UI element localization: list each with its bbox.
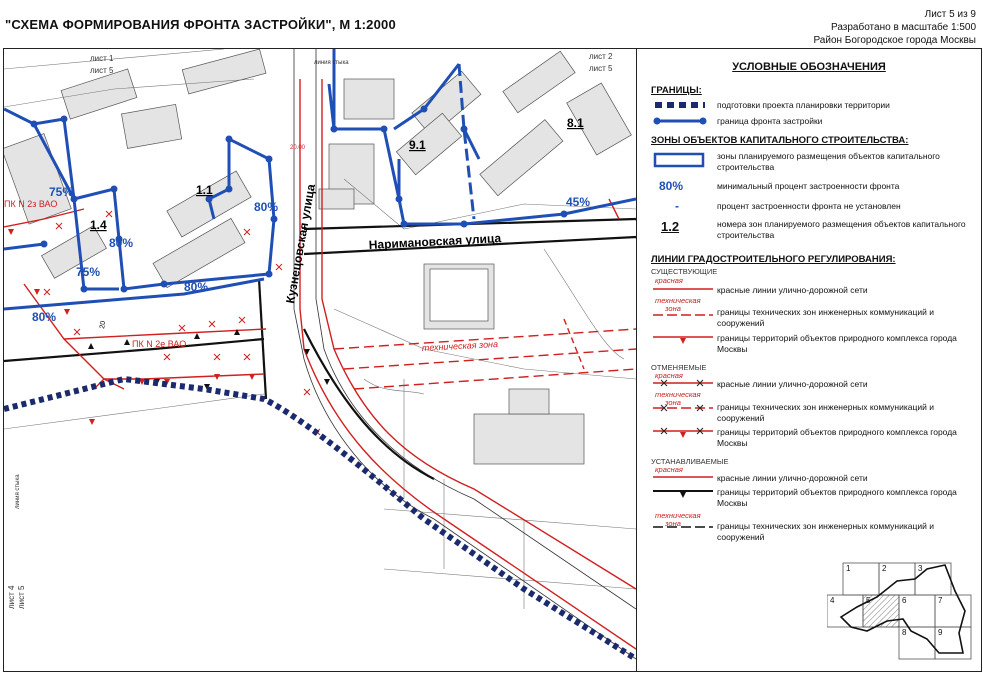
- pct-80-c: 80%: [32, 310, 57, 324]
- legend-existing-nature: границы территорий объектов природного комплекса города Москвы: [651, 333, 971, 359]
- legend-cancelled-red: красные линии улично-дорожной сети: [651, 379, 971, 405]
- pk-2z: ПК N 2з ВАО: [4, 199, 58, 209]
- legend-zones-head: ЗОНЫ ОБЪЕКТОВ КАПИТАЛЬНОГО СТРОИТЕЛЬСТВА:: [651, 135, 909, 146]
- pct-80-a: 80%: [109, 236, 134, 250]
- scale-note: Разработано в масштабе 1:500: [830, 22, 976, 33]
- legend-established-tech: границы технических зон инженерных коммуникаций и сооружений: [717, 521, 934, 542]
- legend-panel: УСЛОВНЫЕ ОБОЗНАЧЕНИЯ ГРАНИЦЫ: подготовки проекта планировки территории граница фронта застройки ЗОНЫ ОБЪЕКТОВ КАПИТАЛЬНОГО СТРОИТЕЛЬСТВА: зоны планируемого размещения объектов капитального строительства 80% минимальный процент застроенности фронта - процент застроенности фронта не установлен 1.2 номера зон планируемого размещения объектов капитального строительства ЛИНИИ ГРАДОСТРОИТЕЛЬНОГО РЕГУЛИРОВАНИЯ: СУЩЕСТВУЮЩИЕ красная красные линии улично-дорожной сети техническая зона границы технических зон инженерных коммуникаций и сооружений границы территорий объектов природного комплекса города Москвы ОТМЕНЯЕМЫЕ красная красные линии улично-дорожной сети техническая зона границы технических зон инженерных коммуникаций и сооружений границы территорий объектов природного комплекса города Москвы УСТАНАВЛИВАЕМЫЕ красная красные линии улично-дорожной сети границы территорий объектов природного комплекса города Москвы техническая зона границы технических зон инженерных коммуникаций и сооружений 1 2 3 4 5 6 7 8 9: [636, 48, 982, 672]
- dash-symbol: -: [675, 199, 679, 213]
- legend-existing-tech: границы технических зон инженерных коммуникаций и сооружений: [717, 307, 934, 328]
- black-triangles: [88, 329, 330, 390]
- inset-9: 9: [938, 628, 943, 637]
- ref-list4: лист 4: [7, 585, 16, 609]
- sticker-top: линия стыка: [314, 60, 349, 66]
- legend-cancelled-tech: границы технических зон инженерных коммуникаций и сооружений: [651, 402, 971, 428]
- legend-cancelled-nature: границы территорий объектов природного комплекса города Москвы: [651, 427, 971, 453]
- legend-established-nature: границы территорий объектов природного комплекса города Москвы: [651, 487, 971, 513]
- page-title: "СХЕМА ФОРМИРОВАНИЯ ФРОНТА ЗАСТРОЙКИ", М 1:2000: [5, 17, 396, 32]
- sheet-number: Лист 5 из 9: [924, 9, 976, 20]
- sticker-left: линия стыка: [15, 474, 21, 509]
- pct-75-a: 75%: [49, 185, 74, 199]
- ref-list5-c: лист 5: [17, 585, 26, 609]
- zone-1-4: 1.4: [90, 218, 107, 232]
- buildings: [4, 49, 631, 464]
- map-panel[interactable]: [3, 48, 637, 672]
- legend-established-red: красные линии улично-дорожной сети: [717, 473, 868, 483]
- legend-pct-not-set: - процент застроенности фронта не установлен: [651, 199, 971, 225]
- sheet-refs: [7, 52, 613, 609]
- ref-list2: лист 2: [589, 52, 613, 61]
- established-head: УСТАНАВЛИВАЕМЫЕ: [651, 457, 729, 466]
- legend-lines-head: ЛИНИИ ГРАДОСТРОИТЕЛЬНОГО РЕГУЛИРОВАНИЯ:: [651, 254, 896, 265]
- pct-75-b: 75%: [76, 265, 101, 279]
- street-narimanovskaya: Наримановская улица: [368, 231, 502, 252]
- legend-front-border: граница фронта застройки: [651, 115, 971, 141]
- legend-borders-head: ГРАНИЦЫ:: [651, 85, 702, 96]
- inset-2: 2: [882, 564, 887, 573]
- legend-project-border: подготовки проекта планировки территории: [651, 99, 971, 125]
- ref-list5-b: лист 5: [589, 64, 613, 73]
- sheet-info: [813, 8, 976, 47]
- inset-1: 1: [846, 564, 851, 573]
- pct-80-d: 80%: [254, 200, 279, 214]
- existing-head: СУЩЕСТВУЮЩИЕ: [651, 267, 718, 276]
- pct-45: 45%: [566, 195, 591, 209]
- map-canvas[interactable]: [4, 49, 636, 671]
- zone-8-1: 8.1: [567, 116, 584, 130]
- red-lines: [4, 79, 636, 649]
- cancelled-head: ОТМЕНЯЕМЫЕ: [651, 363, 707, 372]
- road-mark-a: 20.00: [290, 145, 306, 151]
- tech-zone-label: техническая зона: [421, 339, 499, 353]
- planned-zone-icon: [651, 151, 715, 177]
- inset-key-map[interactable]: [827, 561, 973, 661]
- courtyard: [430, 269, 488, 321]
- zone-1-1: 1.1: [196, 183, 213, 197]
- ref-list1: лист 1: [90, 54, 114, 63]
- legend-min-percent: 80% минимальный процент застроенности фронта: [651, 179, 971, 205]
- road-mark-b: 20: [99, 320, 108, 330]
- inset-4: 4: [830, 596, 835, 605]
- legend-title: УСЛОВНЫЕ ОБОЗНАЧЕНИЯ: [732, 61, 886, 73]
- district-name: Район Богородское города Москвы: [813, 35, 976, 46]
- ref-list5-a: лист 5: [90, 66, 114, 75]
- header: [0, 0, 983, 50]
- inset-8: 8: [902, 628, 907, 637]
- zone-9-1: 9.1: [409, 138, 426, 152]
- inset-7: 7: [938, 596, 943, 605]
- pct-80-b: 80%: [184, 280, 209, 294]
- pk-2e: ПК N 2е ВАО: [132, 339, 187, 349]
- num-symbol: 1.2: [661, 219, 680, 234]
- legend-zone-number: 1.2 номера зон планируемого размещения объектов капитального строительства: [651, 219, 971, 245]
- pct-symbol: 80%: [659, 179, 684, 193]
- inset-3: 3: [918, 564, 923, 573]
- legend-existing-red: красные линии улично-дорожной сети: [717, 285, 868, 295]
- street-kuznetsovskaya: Кузнецовская улица: [283, 183, 318, 305]
- legend-planned-zone: зоны планируемого размещения объектов капитального строительства: [651, 151, 971, 177]
- inset-5: 5: [866, 596, 871, 605]
- inset-6: 6: [902, 596, 907, 605]
